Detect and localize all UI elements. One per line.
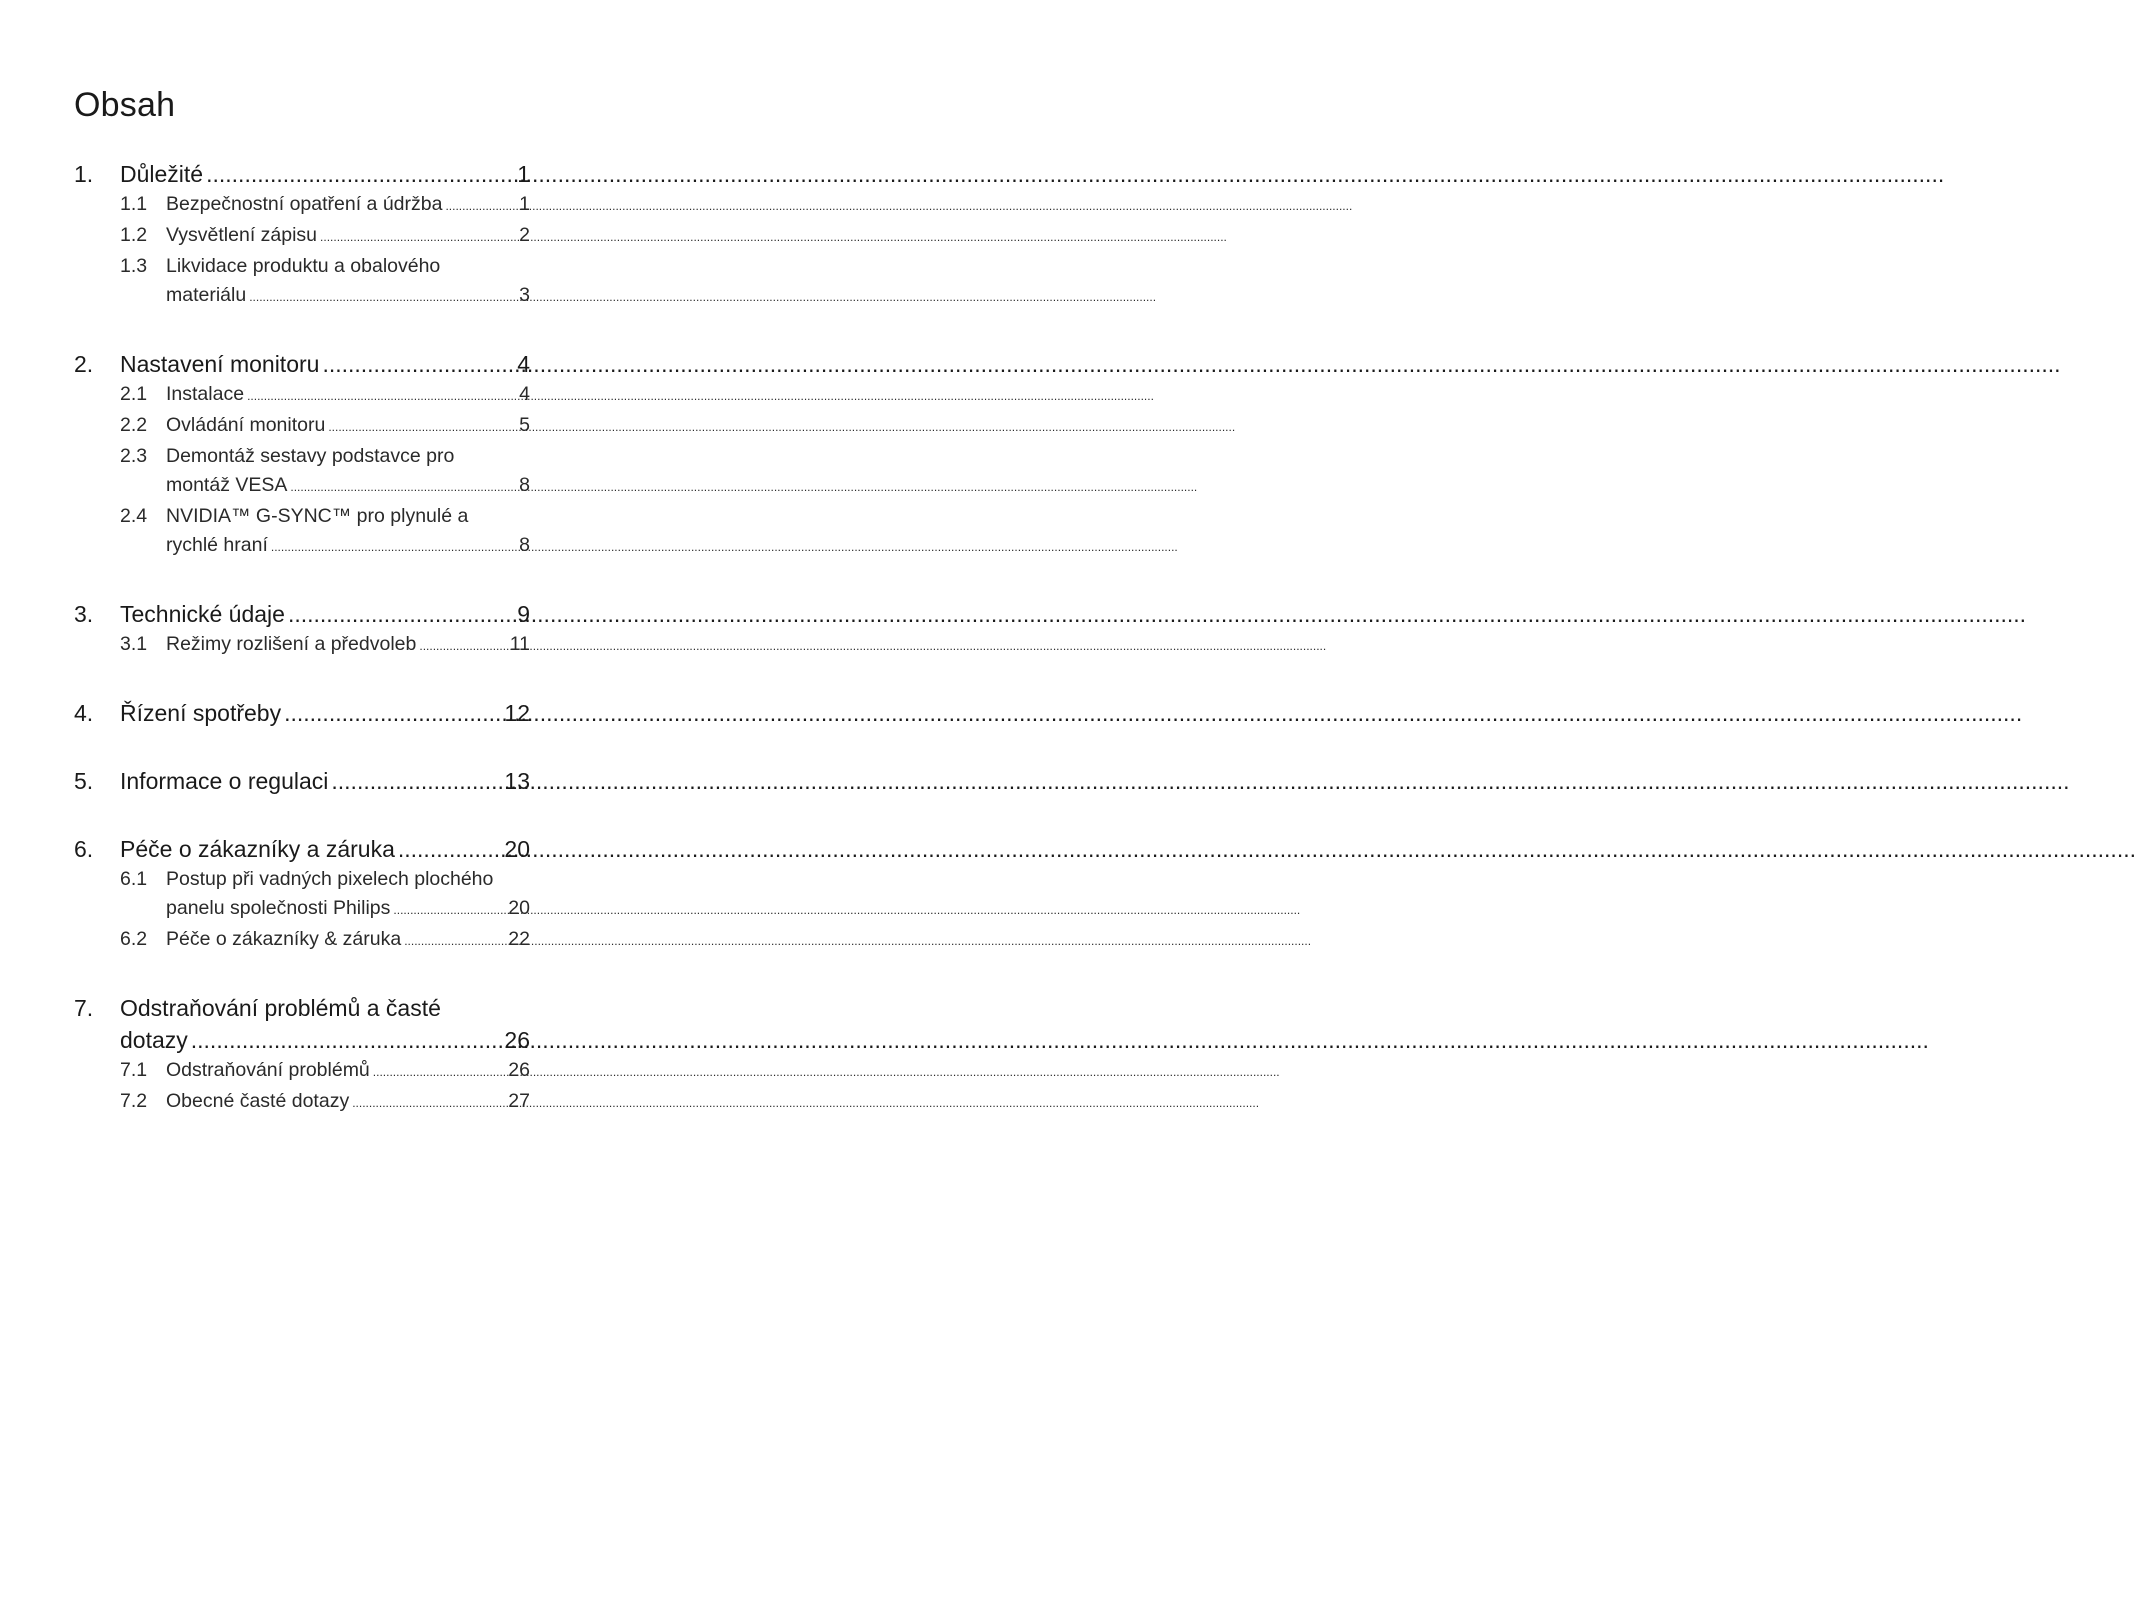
toc-entry-number: 1.2 [120,224,148,246]
dot-leader [246,283,519,312]
toc-entry-title: Vysvětlení zápisu [166,224,318,246]
toc-entry-7-1[interactable] [74,1056,530,1087]
toc-entry-page: 1 [519,193,530,215]
toc-entry-page: 26 [508,1059,530,1081]
toc-entry-page: 12 [504,700,530,726]
toc-entry-title-continued: panelu společnosti Philips [166,897,391,919]
toc-entry-number: 1.3 [120,255,148,277]
toc-entry-number: 6. [74,836,94,862]
toc-entry-number: 7.1 [120,1059,148,1081]
toc-entry-page: 20 [504,836,530,862]
toc-entry-title: Informace o regulaci [120,768,329,794]
toc-entry-page: 4 [519,383,530,405]
toc-entry-page: 4 [517,351,530,377]
toc-entry-1-2[interactable] [74,221,530,252]
toc-entry-number: 2.3 [120,445,148,467]
toc-entry-number: 2.2 [120,414,148,436]
toc-section-7 [74,992,530,1118]
toc-entry-number: 1.1 [120,193,148,215]
toc-entry-2-3[interactable] [74,442,530,502]
toc-entry-title: Postup při vadných pixelech plochého [166,868,494,890]
toc-entry-page: 1 [517,161,530,187]
toc-section-2 [74,348,530,562]
dot-leader [317,223,519,252]
table-of-contents [74,158,530,1154]
toc-entry-page: 8 [519,534,530,556]
toc-entry-page: 20 [508,897,530,919]
toc-entry-number: 2.1 [120,383,148,405]
dot-leader [285,598,517,630]
toc-entry-6[interactable] [74,833,530,865]
dot-leader [370,1058,509,1087]
toc-section-5 [74,765,530,797]
toc-entry-title-continued: dotazy [120,1027,188,1053]
toc-entry-6-2[interactable] [74,925,530,956]
toc-entry-1-3[interactable] [74,252,530,312]
toc-entry-1-1[interactable] [74,190,530,221]
toc-entry-page: 9 [517,601,530,627]
dot-leader [395,833,505,865]
toc-entry-3[interactable] [74,598,530,630]
toc-entry-number: 1. [74,161,94,187]
dot-leader [349,1089,508,1118]
toc-entry-number: 7. [74,995,94,1021]
toc-entry-2-4[interactable] [74,502,530,562]
dot-leader [203,158,517,190]
dot-leader [281,697,504,729]
toc-entry-number: 7.2 [120,1090,148,1112]
toc-entry-number: 3. [74,601,94,627]
toc-entry-number: 6.1 [120,868,148,890]
dot-leader [416,632,509,661]
toc-entry-number: 5. [74,768,94,794]
dot-leader [188,1024,505,1056]
toc-entry-title-continued: montáž VESA [166,474,288,496]
dot-leader [287,473,519,502]
dot-leader [319,348,517,380]
toc-entry-5[interactable] [74,765,530,797]
dot-leader [328,765,504,797]
toc-entry-number: 4. [74,700,94,726]
toc-entry-title: Ovládání monitoru [166,414,326,436]
dot-leader [244,382,519,411]
toc-section-1 [74,158,530,312]
toc-entry-title: Demontáž sestavy podstavce pro [166,445,455,467]
toc-entry-title: Bezpečnostní opatření a údržba [166,193,443,215]
toc-entry-title: Péče o zákazníky & záruka [166,928,402,950]
toc-entry-number: 3.1 [120,633,148,655]
toc-entry-page: 27 [508,1090,530,1112]
toc-entry-title: Technické údaje [120,601,285,627]
toc-entry-title-continued: rychlé hraní [166,534,268,556]
toc-entry-title: Nastavení monitoru [120,351,320,377]
toc-entry-title: Instalace [166,383,245,405]
toc-entry-6-1[interactable] [74,865,530,925]
dot-leader [390,896,508,925]
toc-entry-number: 6.2 [120,928,148,950]
dot-leader [325,413,519,442]
toc-entry-7[interactable] [74,992,530,1056]
toc-entry-page: 8 [519,474,530,496]
toc-entry-title: Obecné časté dotazy [166,1090,350,1112]
toc-entry-page: 2 [519,224,530,246]
toc-entry-title: Likvidace produktu a obalového [166,255,441,277]
toc-entry-title: Důležité [120,161,204,187]
toc-entry-page: 11 [509,633,530,655]
dot-leader [268,533,519,562]
toc-entry-title: Odstraňování problémů a časté [120,995,441,1021]
toc-entry-title: Řízení spotřeby [120,700,282,726]
toc-entry-title: Péče o zákazníky a záruka [120,836,395,862]
toc-entry-title: Odstraňování problémů [166,1059,370,1081]
toc-entry-2-1[interactable] [74,380,530,411]
toc-section-4 [74,697,530,729]
toc-entry-page: 13 [504,768,530,794]
toc-entry-number: 2.4 [120,505,148,527]
toc-section-6 [74,833,530,956]
toc-entry-title: Režimy rozlišení a předvoleb [166,633,417,655]
dot-leader [442,192,519,221]
toc-entry-page: 22 [508,928,530,950]
toc-entry-3-1[interactable] [74,630,530,661]
toc-entry-title: NVIDIA™ G-SYNC™ pro plynulé a [166,505,469,527]
toc-entry-4[interactable] [74,697,530,729]
toc-entry-page: 3 [519,284,530,306]
toc-entry-page: 5 [519,414,530,436]
toc-entry-2[interactable] [74,348,530,380]
toc-entry-number: 2. [74,351,94,377]
page-title: Obsah [74,86,176,124]
toc-entry-7-2[interactable] [74,1087,530,1118]
toc-entry-2-2[interactable] [74,411,530,442]
toc-entry-page: 26 [504,1027,530,1053]
toc-section-3 [74,598,530,661]
toc-entry-title-continued: materiálu [166,284,247,306]
toc-entry-1[interactable] [74,158,530,190]
dot-leader [401,927,508,956]
